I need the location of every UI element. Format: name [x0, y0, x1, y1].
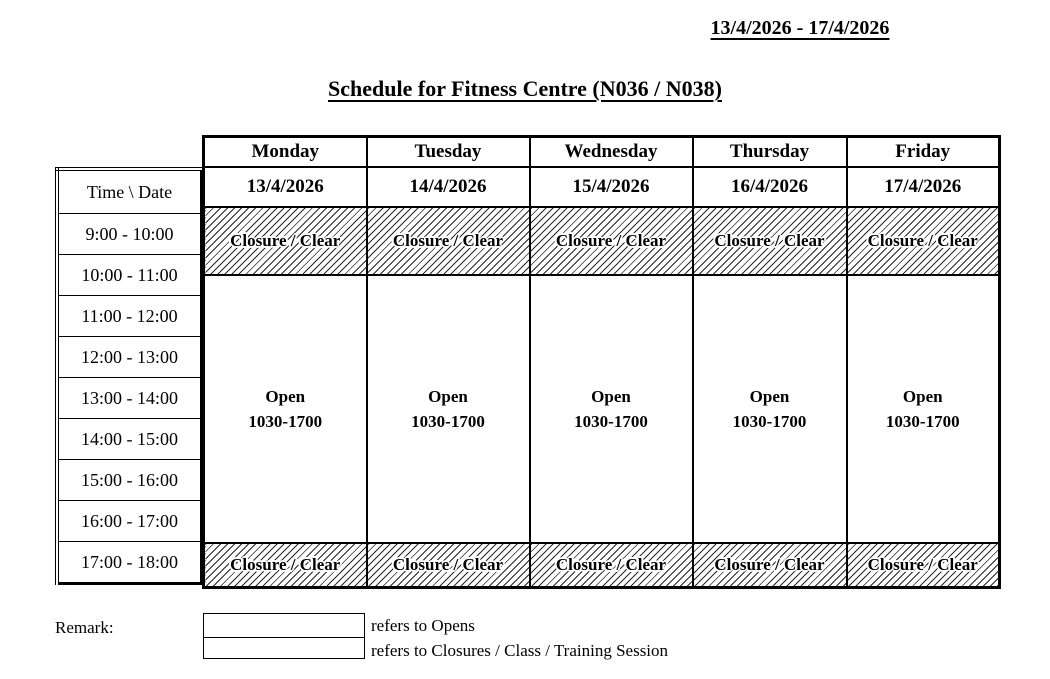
closure-cell-tuesday-morning: Closure / Clear — [367, 207, 530, 275]
time-row — [57, 255, 201, 296]
time-slot-1100: 11:00 - 12:00 — [57, 296, 201, 337]
day-header-tuesday: Tuesday — [367, 137, 530, 168]
time-row — [57, 337, 201, 378]
remark-label: Remark: — [55, 618, 114, 637]
open-row — [204, 275, 1000, 543]
legend-closure-swatch — [203, 637, 365, 659]
time-slot-1200: 12:00 - 13:00 — [57, 337, 201, 378]
date-header-friday: 17/4/2026 — [847, 167, 1000, 207]
evening-closure-row — [204, 543, 1000, 588]
closure-cell-wednesday-morning: Closure / Clear — [530, 207, 693, 275]
closure-cell-friday-morning: Closure / Clear — [847, 207, 1000, 275]
time-row — [57, 501, 201, 542]
open-label: Open — [591, 387, 631, 406]
corner-label: Time \ Date — [57, 169, 201, 214]
time-column-header-row — [57, 169, 201, 214]
time-slot-1000: 10:00 - 11:00 — [57, 255, 201, 296]
date-header-monday: 13/4/2026 — [204, 167, 367, 207]
time-row — [57, 296, 201, 337]
closure-cell-thursday-morning: Closure / Clear — [693, 207, 847, 275]
legend-closure-text: refers to Closures / Class / Training Session — [371, 641, 669, 660]
open-hours: 1030-1700 — [411, 412, 485, 431]
date-header-row — [204, 167, 1000, 207]
date-range-heading — [640, 17, 960, 40]
time-row — [57, 214, 201, 255]
day-header-thursday: Thursday — [693, 137, 847, 168]
date-header-wednesday: 15/4/2026 — [530, 167, 693, 207]
day-header-wednesday: Wednesday — [530, 137, 693, 168]
day-header-row — [204, 137, 1000, 168]
open-cell-tuesday — [367, 275, 530, 543]
open-cell-thursday — [693, 275, 847, 543]
day-header-friday: Friday — [847, 137, 1000, 168]
schedule-grid — [202, 135, 1001, 589]
time-slot-0900: 9:00 - 10:00 — [57, 214, 201, 255]
closure-cell-wednesday-evening: Closure / Clear — [530, 543, 693, 588]
time-slot-1700: 17:00 - 18:00 — [57, 542, 201, 584]
closure-cell-friday-evening: Closure / Clear — [847, 543, 1000, 588]
page-title — [0, 76, 1050, 102]
time-row — [57, 542, 201, 584]
open-cell-friday — [847, 275, 1000, 543]
open-hours: 1030-1700 — [885, 412, 960, 431]
time-slot-1600: 16:00 - 17:00 — [57, 501, 201, 542]
time-row — [57, 419, 201, 460]
day-header-monday: Monday — [204, 137, 367, 168]
open-hours: 1030-1700 — [574, 412, 648, 431]
time-column — [55, 167, 202, 585]
time-row — [57, 378, 201, 419]
closure-cell-tuesday-evening: Closure / Clear — [367, 543, 530, 588]
time-slot-1400: 14:00 - 15:00 — [57, 419, 201, 460]
legend-open-text: refers to Opens — [371, 616, 475, 635]
legend-open-swatch — [203, 613, 365, 638]
page-title-text: Schedule for Fitness Centre (N036 / N038) — [328, 76, 722, 101]
morning-closure-row — [204, 207, 1000, 275]
open-hours: 1030-1700 — [248, 412, 323, 431]
closure-cell-monday-morning: Closure / Clear — [204, 207, 367, 275]
date-header-thursday: 16/4/2026 — [693, 167, 847, 207]
closure-cell-monday-evening: Closure / Clear — [204, 543, 367, 588]
open-label: Open — [428, 387, 468, 406]
date-range-text: 13/4/2026 - 17/4/2026 — [710, 17, 890, 39]
time-slot-1300: 13:00 - 14:00 — [57, 378, 201, 419]
closure-cell-thursday-evening: Closure / Clear — [693, 543, 847, 588]
open-cell-monday — [204, 275, 367, 543]
open-hours: 1030-1700 — [732, 412, 807, 431]
date-header-tuesday: 14/4/2026 — [367, 167, 530, 207]
open-cell-wednesday — [530, 275, 693, 543]
open-label: Open — [265, 387, 306, 406]
time-slot-1500: 15:00 - 16:00 — [57, 460, 201, 501]
time-row — [57, 460, 201, 501]
open-label: Open — [749, 387, 790, 406]
open-label: Open — [902, 387, 943, 406]
